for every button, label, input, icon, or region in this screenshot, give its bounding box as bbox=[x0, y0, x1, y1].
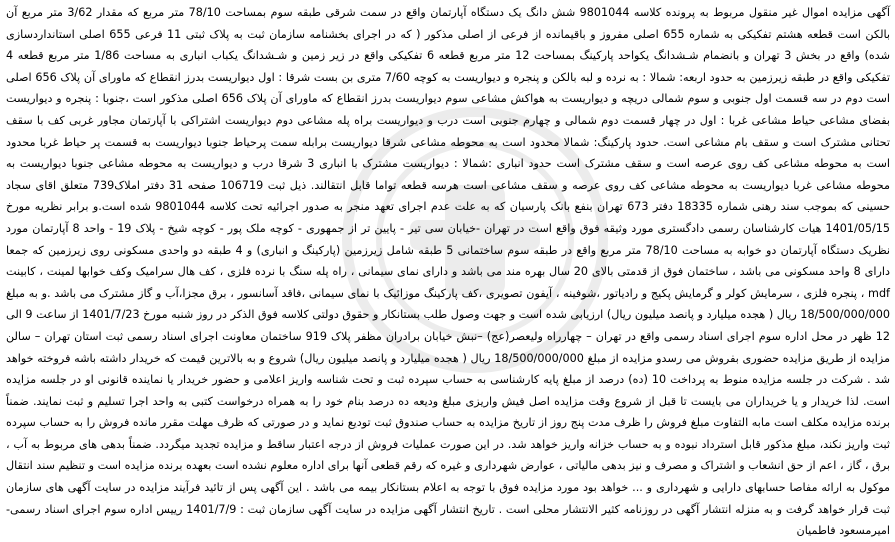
notice-text: آگهی مزایده اموال غیر منقول مربوط به پرونده کلاسه 9801044 شش دانگ یک دستگاه آپارتمان واقع در سمت شرقی طبقه سوم بمساحت 78/10 متر مربع که مقدار 3/62 متر مربع آن بالکن است قطعه هشتم تفکیکی به شماره 655 اصلی مفروز و باقیمانده از فرعی از اصلی مذکور ( که در اجرای بخشنامه سازمان ثبت به پلاک ثبتی 11 فرعی 655 اصلی استانداردسازی شده) واقع در بخش 3 تهران و بانضمام شـشدانگ یکواحد پارکینگ بمساحت 12 متر مربع قطعه 6 تفکیکی واقع در زیر زمین و شـشدانگ یکباب انباری به مساحت 1/86 متر مربع قطعه 4 تفکیکی واقع در طبقه زیرزمین به حدود اربعه: شمالا : به نرده و لبه بالکن و پنجره و دیواریست به کوچه 7/60 متری بن بست شرقا : اول دیواریست بدرز انقطاع که ماورای آن پلاک 656 اصلی است دوم در سه قسمت اول جنوبی و سوم شمالی دریچه و دیواریست به هواکش مشاعی سوم دیواریست بدرز انقطاع که ماورای آن پلاک 656 اصلی مذکور است ،جنوبا : پنجره و دیواریست بفضای مشاعی حیاط مشاعی غربا : اول در چهار قسمت دوم شمالی و چهارم جنوبی است درب و دیواریست براه پله مشاعی دوم دیواریست اشتراکی با آپارتمان مجاور غربی کف با سقف تحتانی مشترک است و سقف بام مشاعی است. حدود پارکینگ: شمالا محدود است به محوطه مشاعی شرقا دیواریست برابله سمت پرحیاط جنوبا دیواریست به قسمت پر حیاط غربا محدود است به محوطه مشاعی کف روی عرصه است و سقف مشترک است حدود انباری :شمالا : دیواریست مشترک با انباری 3 شرقا درب و دیواریست به محوطه مشاعی جنوبا دیواریست به محوطه مشاعی غربا دیواریست به محوطه مشاعی کف روی عرصه و سقف مشاعی است هرسه قطعه تواما قابل انتقالند. ذیل ثبت 106719 صفحه 31 دفتر املاک739 متعلق اقای سجاد حسینی که بموجب سند رهنی شماره 18335 دفتر 673 تهران بنفع بانک پارسیان که به علت عدم اجرای تعهد منجر به صدور اجرائیه تحت کلاسه 9801044 شده است.و برابر نظریه مورخ 1401/05/15 هیات کارشناسان رسمی دادگستری مورد وثیقه فوق واقع است در تهران -خیابان سی تیر - پایین تر از جمهوری - کوچه ملک پور - کوچه شیخ - پلاک 19 - واحد 8 آپارتمان مورد نظریک دستگاه آپارتمان دو خوابه به مساحت 78/10 متر مربع واقع در طبقه سوم ساختمانی 5 طبقه شامل زیرزمین (پارکینگ و انباری) و 4 طبقه دو واحدی مسکونی روی زیرزمین که جمعا دارای 8 واحد مسکونی می باشد ، ساختمان فوق از قدمتی بالای 20 سال بهره مند می باشد و دارای نمای سیمانی ، راه پله سنگ با نرده فلزی ، کف هال سرامیک وکف خوابها لمینت ، کابینت mdf ، پنجره فلزی ، سرمایش کولر و گرمایش پکیج و رادیاتور ،شوفینه ، آیفون تصویری ،کف پارکینگ موزائیک با نمای سیمانی ،فاقد آسانسور ، برق مجزا،آب و گاز مشترک می باشد .و به مبلغ 18/500/000/000 ریال ( هجده میلیارد و پانصد میلیون ریال) ارزیابی شده است و جهت وصول طلب بستانکار و حقوق دولتی کلاسه فوق الذکر در روز شنبه مورخ 1401/7/23 از ساعت 9 الی 12 ظهر در محل اداره سوم اجرای اسناد رسمی واقع در تهران – چهارراه ولیعصر(عج) –نبش خیابان برادران مظفر پلاک 919 ساختمان معاونت اجرای اسناد رسمی ثبت استان تهران – سالن مزایده از طریق مزایده حضوری بفروش می رسدو مزایده از مبلغ 18/500/000/000 ریال ( هجده میلیارد و پانصد میلیون ریال) شروع و به بالاترین قیمت که خریدار داشته باشه فروخته خواهد شد . شرکت در جلسه مزایده منوط به پرداخت 10 (ده) درصد از مبلغ پایه کارشناسی به حساب سپرده ثبت و تحت شناسه واریز اعلامی و حضور خریدار یا نماینده قانونی او در جلسه مزایده است. لذا خریدار و یا خریداران می بایست تا قبل از شروع وقت مزایده اصل فیش واریزی مبلغ ودیعه ده درصد بنام خود را به همراه درخواست کتبی به واحد اجرا تسلیم و ثبت نمایند. ضمناً برنده مزایده مکلف است مابه التفاوت مبلغ فروش را ظرف مدت پنج روز از تاریخ مزایده به حساب صندوق ثبت تودیع نماید و در صورتی که ظرف مهلت مقرر مانده فروش را به حساب سپرده ثبت واریز نکند، مبلغ مذکور قابل استرداد نبوده و به حساب خزانه واریز خواهد شد. در این صورت عملیات فروش از درجه اعتبار ساقط و مزایده تجدید میگردد. ضمناً بدهی های مربوط به آب ، برق ، گاز ، اعم از حق انشعاب و اشتراک و مصرف و نیز بدهی مالیاتی ، عوارض شهرداری و غیره که رقم قطعی آنها برای اداره معلوم نشده است بعهده برنده مزایده است و تنظیم سند انتقال موکول به ارائه مفاصا حسابهای دارایی و شهرداری و ... خواهد بود مورد مزایده فوق با توجه به اعلام بستانکار بیمه می باشد . این آگهی پس از تائید فرآیند مزایده در سایت آگهی های سازمان ثبت قرار خواهد گرفت و به منزله انتشار آگهی در روزنامه کثیر الانتشار محلی است . تاریخ انتشار آگهی مزایده در سایت آگهی سازمان ثبت : 1401/7/9 رییس اداره سوم اجرای اسناد رسمی- امیرمسعود فاطمیان bbox=[6, 6, 891, 538]
auction-notice bbox=[6, 2, 890, 542]
